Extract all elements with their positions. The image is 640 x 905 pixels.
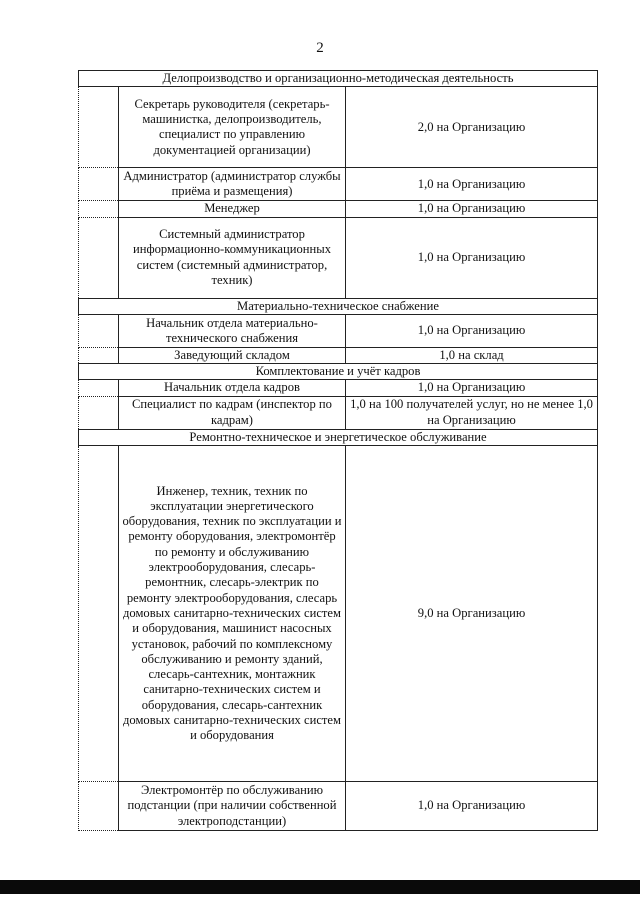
norm-cell: 1,0 на Организацию bbox=[346, 314, 598, 347]
position-cell: Электромонтёр по обслуживанию подстанции (при наличии собственной электроподстанции) bbox=[119, 782, 346, 831]
number-cell bbox=[79, 201, 119, 217]
number-cell bbox=[79, 87, 119, 168]
section-header-row bbox=[79, 298, 598, 314]
section-title: Материально-техническое снабжение bbox=[79, 298, 598, 314]
norm-cell: 1,0 на Организацию bbox=[346, 168, 598, 201]
norm-cell: 1,0 на Организацию bbox=[346, 217, 598, 298]
scan-bottom-edge bbox=[0, 880, 640, 894]
section-title: Делопроизводство и организационно-методическая деятельность bbox=[79, 71, 598, 87]
norm-cell: 1,0 на Организацию bbox=[346, 380, 598, 396]
table-row bbox=[79, 87, 598, 168]
norm-cell: 1,0 на 100 получателей услуг, но не менее 1,0 на Организацию bbox=[346, 396, 598, 429]
section-title: Ремонтно-техническое и энергетическое обслуживание bbox=[79, 429, 598, 445]
table-row bbox=[79, 168, 598, 201]
page-number: 2 bbox=[316, 40, 324, 56]
number-cell bbox=[79, 217, 119, 298]
position-cell: Заведующий складом bbox=[119, 347, 346, 363]
position-cell: Инженер, техник, техник по эксплуатации энергетического оборудования, техник по эксплуатации и ремонту оборудования, электромонтёр по ремонту и обслуживанию электрооборудования, слесарь-ремонтник, слесарь-электрик по ремонту электрооборудования, слесарь домовых санитарно-технических систем и оборудования, машинист насосных установок, рабочий по комплексному обслуживанию и ремонту зданий, слесарь-сантехник, монтажник санитарно-технических систем и оборудования, слесарь-сантехник домовых санитарно-технических систем и оборудования bbox=[119, 446, 346, 782]
table-row bbox=[79, 782, 598, 831]
table-row bbox=[79, 347, 598, 363]
number-cell bbox=[79, 347, 119, 363]
number-cell bbox=[79, 168, 119, 201]
position-cell: Менеджер bbox=[119, 201, 346, 217]
number-cell bbox=[79, 380, 119, 396]
norm-cell: 1,0 на Организацию bbox=[346, 782, 598, 831]
staffing-table bbox=[78, 70, 598, 831]
table-row bbox=[79, 201, 598, 217]
norm-cell: 2,0 на Организацию bbox=[346, 87, 598, 168]
number-cell bbox=[79, 396, 119, 429]
norm-cell: 1,0 на склад bbox=[346, 347, 598, 363]
norm-cell: 9,0 на Организацию bbox=[346, 446, 598, 782]
table-row bbox=[79, 446, 598, 782]
table-row bbox=[79, 217, 598, 298]
table-row bbox=[79, 396, 598, 429]
number-cell bbox=[79, 314, 119, 347]
position-cell: Начальник отдела материально-технического снабжения bbox=[119, 314, 346, 347]
norm-cell: 1,0 на Организацию bbox=[346, 201, 598, 217]
section-title: Комплектование и учёт кадров bbox=[79, 364, 598, 380]
section-header-row bbox=[79, 71, 598, 87]
position-cell: Администратор (администратор службы приёма и размещения) bbox=[119, 168, 346, 201]
number-cell bbox=[79, 446, 119, 782]
section-header-row bbox=[79, 429, 598, 445]
position-cell: Системный администратор информационно-коммуникационных систем (системный администратор, техник) bbox=[119, 217, 346, 298]
section-header-row bbox=[79, 364, 598, 380]
table-row bbox=[79, 380, 598, 396]
position-cell: Секретарь руководителя (секретарь-машинистка, делопроизводитель, специалист по управлению документацией организации) bbox=[119, 87, 346, 168]
table-row bbox=[79, 314, 598, 347]
position-cell: Начальник отдела кадров bbox=[119, 380, 346, 396]
position-cell: Специалист по кадрам (инспектор по кадрам) bbox=[119, 396, 346, 429]
number-cell bbox=[79, 782, 119, 831]
